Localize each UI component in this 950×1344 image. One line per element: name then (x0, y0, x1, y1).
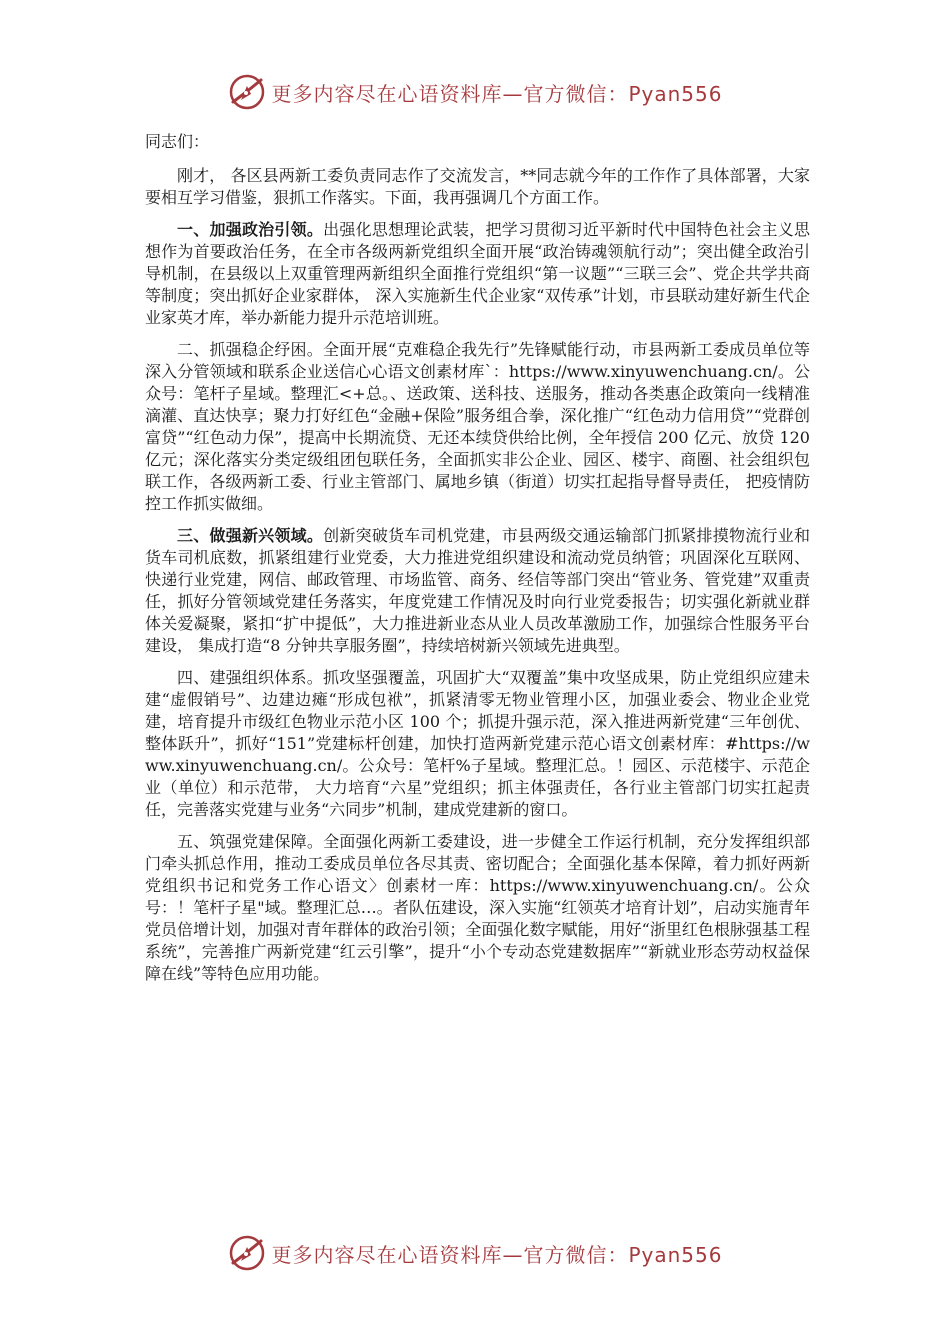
pen-circle-logo-icon (227, 1233, 267, 1273)
section-heading: 三、做强新兴领域。 (177, 526, 324, 545)
section-paragraph-2 (145, 339, 810, 515)
header-banner (0, 72, 950, 112)
section-heading: 一、加强政治引领。 (177, 220, 324, 239)
section-paragraph-5 (145, 831, 810, 985)
document-body (145, 131, 810, 995)
pen-circle-logo-icon (227, 72, 267, 112)
section-body: 五、筑强党建保障。全面强化两新工委建设，进一步健全工作运行机制，充分发挥组织部门牵头抓总作用，推动工委成员单位各尽其责、密切配合；全面强化基本保障，着力抓好两新党组织书记和党务工作心语文〉创素材一库：https://www.xinyuwenchuang.cn/。公众号：！笔杆子星"域。整理汇总…。者队伍建设，深入实施“红领英才培育计划”，启动实施青年党员倍增计划，加强对青年群体的政治引领；全面强化数字赋能，用好“浙里红色根脉强基工程系统”，完善推广两新党建“红云引擎”，提升“小个专动态党建数据库”“新就业形态劳动权益保障在线”等特色应用功能。 (145, 832, 810, 983)
section-paragraph-1 (145, 219, 810, 329)
intro-paragraph: 刚才， 各区县两新工委负责同志作了交流发言，**同志就今年的工作作了具体部署，大家要相互学习借鉴，狠抓工作落实。下面，我再强调几个方面工作。 (145, 166, 810, 207)
section-body: 创新突破货车司机党建，市县两级交通运输部门抓紧排摸物流行业和货车司机底数，抓紧组建行业党委，大力推进党组织建设和流动党员纳管；巩固深化互联网、快递行业党建，网信、邮政管理、市场监管、商务、经信等部门突出“管业务、管党建”双重责任，抓好分管领域党建任务落实，年度党建工作情况及时向行业党委报告；切实强化新就业群体关爱凝聚，紧扣“扩中提低”，大力推进新业态从业人员改革激励工作，加强综合性服务平台建设， 集成打造“8 分钟共享服务圈”，持续培树新兴领域先进典型。 (145, 526, 810, 655)
section-body: 出强化思想理论武装，把学习贯彻习近平新时代中国特色社会主义思想作为首要政治任务，在全市各级两新党组织全面开展“政治铸魂领航行动”；突出健全政治引导机制，在县级以上双重管理两新组织全面推行党组织“第一议题”“三联三会”、党企共学共商等制度；突出抓好企业家群体， 深入实施新生代企业家“双传承”计划，市县联动建好新生代企业家英才库，举办新能力提升示范培训班。 (145, 220, 810, 327)
section-paragraph-4 (145, 667, 810, 821)
banner-text: 更多内容尽在心语资料库—官方微信：Pyan556 (271, 81, 723, 106)
footer-banner (0, 1233, 950, 1273)
section-body: 二、抓强稳企纾困。全面开展“克难稳企我先行”先锋赋能行动，市县两新工委成员单位等深入分管领域和联系企业送信心心语文创素材库`：https://www.xinyuwenchuang.cn/。公众号：笔杆子星域。整理汇<+总。、送政策、送科技、送服务，推动各类惠企政策向一线精准滴灌、直达快享；聚力打好红色“金融+保险”服务组合拳，深化推广“红色动力信用贷”“党群创富贷”“红色动力保”，提高中长期流贷、无还本续贷供给比例，全年授信 200 亿元、放贷 120 亿元；深化落实分类定级组团包联任务，全面抓实非公企业、园区、楼宇、商圈、社会组织包联工作，各级两新工委、行业主管部门、属地乡镇（街道）切实扛起指导督导责任， 把疫情防控工作抓实做细。 (145, 340, 810, 513)
section-paragraph-3 (145, 525, 810, 657)
banner-text: 更多内容尽在心语资料库—官方微信：Pyan556 (271, 1242, 723, 1267)
section-body: 四、建强组织体系。抓攻坚强覆盖，巩固扩大“双覆盖”集中攻坚成果，防止党组织应建未建“虚假销号”、边建边瘫“形成包袱”，抓紧清零无物业管理小区，加强业委会、物业企业党建，培育提升市级红色物业示范小区 100 个；抓提升强示范，深入推进两新党建“三年创优、整体跃升”，抓好“151”党建标杆创建，加快打造两新党建示范心语文创素材库：#https://www.xinyuwenchuang.cn/。公众号：笔杆%子星域。整理汇总。！园区、示范楼宇、示范企业（单位）和示范带， 大力培育“六星”党组织；抓主体强责任，各行业主管部门切实扛起责任，完善落实党建与业务“六同步”机制，建成党建新的窗口。 (145, 668, 810, 819)
greeting: 同志们： (145, 132, 210, 151)
